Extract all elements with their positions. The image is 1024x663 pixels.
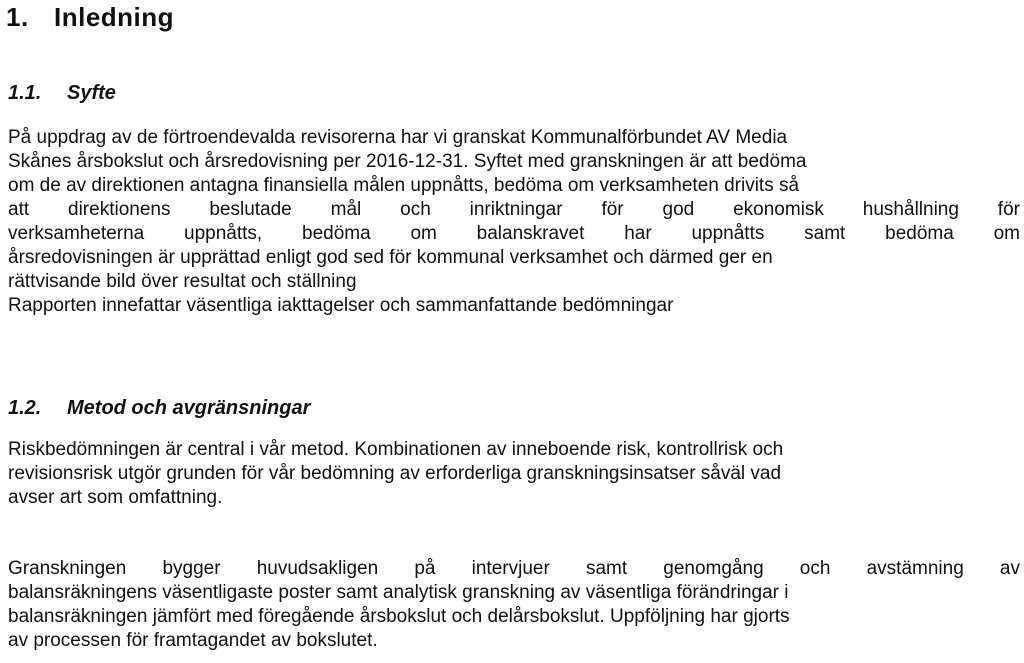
section-heading-syfte: [8, 82, 116, 105]
section-title: Syfte: [67, 82, 116, 104]
paragraph-line: årsredovisningen är upprättad enligt god sed för kommunal verksamhet och därmed ger en: [8, 247, 773, 268]
paragraph-line: balansräkningen jämfört med föregående årsbokslut och delårsbokslut. Uppföljning har gjorts: [8, 606, 790, 627]
section-title: Metod och avgränsningar: [67, 397, 311, 419]
paragraph-line: rättvisande bild över resultat och ställning: [8, 271, 357, 292]
paragraph-line: avser art som omfattning.: [8, 487, 223, 508]
paragraph-line: verksamheterna uppnåtts, bedöma om balanskravet har uppnåtts samt bedöma om: [8, 223, 1020, 244]
paragraph-line: Skånes årsbokslut och årsredovisning per 2016-12-31. Syftet med granskningen är att bedöma: [8, 151, 807, 172]
section-number: 1.1.: [8, 82, 42, 104]
paragraph-line: Granskningen bygger huvudsakligen på intervjuer samt genomgång och avstämning av: [8, 558, 1020, 579]
paragraph-line: revisionsrisk utgör grunden för vår bedömning av erforderliga granskningsinsatser såväl vad: [8, 463, 782, 484]
chapter-number: 1.: [6, 2, 29, 32]
paragraph-line: om de av direktionen antagna finansiella målen uppnåtts, bedöma om verksamheten drivits så: [8, 175, 800, 196]
paragraph-line: På uppdrag av de förtroendevalda revisorerna har vi granskat Kommunalförbundet AV Media: [8, 127, 788, 148]
paragraph-line: Riskbedömningen är central i vår metod. Kombinationen av inneboende risk, kontrollrisk och: [8, 439, 784, 460]
paragraph-line: balansräkningens väsentligaste poster samt analytisk granskning av väsentliga förändringar i: [8, 582, 789, 603]
paragraph-line: Rapporten innefattar väsentliga iakttagelser och sammanfattande bedömningar: [8, 295, 674, 316]
paragraph-line: av processen för framtagandet av bokslutet.: [8, 630, 378, 651]
paragraph-line: att direktionens beslutade mål och inriktningar för god ekonomisk hushållning för: [8, 199, 1020, 220]
syfte-paragraph: [8, 126, 1020, 318]
chapter-title: Inledning: [54, 2, 175, 32]
chapter-heading: [6, 2, 174, 33]
section-heading-metod: [8, 397, 310, 420]
metod-paragraph-1: [8, 438, 1020, 510]
metod-paragraph-2: [8, 557, 1020, 653]
section-number: 1.2.: [8, 397, 42, 419]
